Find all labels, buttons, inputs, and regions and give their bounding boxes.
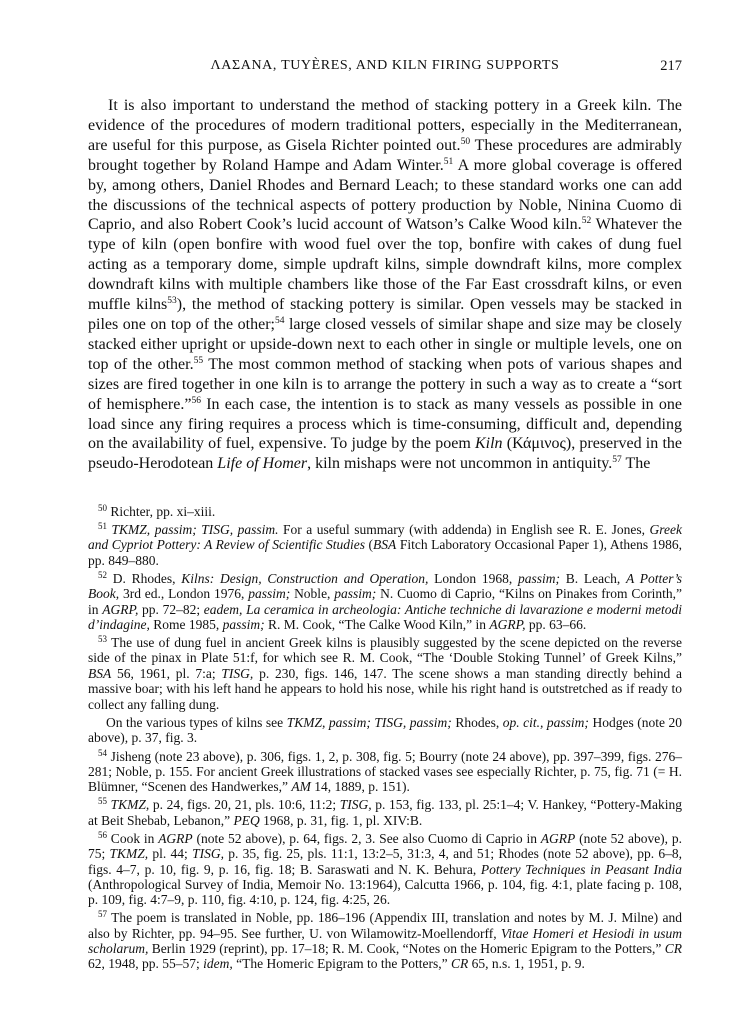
footnote-italic: TISG,	[221, 665, 254, 681]
body-text-segment: The	[621, 455, 651, 473]
footnote-text: (	[364, 537, 374, 553]
footnote-ref-55[interactable]: 55	[193, 355, 204, 366]
footnote-italic: idem,	[203, 956, 233, 972]
footnote-ref-50[interactable]: 50	[460, 136, 471, 147]
footnote-text: (Anthropological Survey of India, Memoir No. 13:1964), Calcutta 1966, p. 104, fig. 4:1, plate facing p. 108, p. 109, fig. 4:7–9, p. 110, fig. 4:10, p. 124, fig. 4:25, 26.	[88, 876, 682, 908]
footnote-text: 65, n.s. 1, 1951, p. 9.	[468, 956, 585, 972]
footnotes	[88, 504, 682, 975]
footnote-italic: AGRP,	[102, 601, 139, 617]
footnote-text: pl. 44;	[148, 846, 193, 862]
footnote-text: Jisheng (note 23 above), p. 306, figs. 1, 2, p. 308, fig. 5; Bourry (note 24 above), pp. 397–399, figs. 276–281; Noble, p. 155. For ancient Greek illustrations of stacked vases see especially Richter, p. 75, fig. 71 (= H. Blümner, “Scenen des Handwerkes,”	[88, 748, 682, 795]
footnote-italic: passim;	[222, 617, 265, 632]
body-text-segment: It is also important to understand the method of stacking pottery in a Greek kiln. The evidence of the procedures of modern traditional potters, especially in the Mediterranean, are useful for this purpose, as Gisela Richter pointed out.	[88, 97, 682, 154]
footnote-text: (note 52 above), p. 75;	[88, 830, 682, 862]
footnote-italic: TISG,	[192, 846, 224, 862]
footnote-italic: PEQ	[233, 812, 260, 828]
footnote-number: 52	[98, 569, 107, 580]
footnote-italic: CR	[664, 941, 682, 957]
body-text-segment: In each case, the intention is to stack as many vessels as possible in one load since any firing requires a process which is time-consuming, difficult and, depending on the availability of fuel, expensive. To judge by the poem	[88, 395, 683, 453]
footnote-italic: BSA	[88, 665, 112, 681]
footnote-ref-52[interactable]: 52	[581, 216, 592, 227]
footnote-italic: Kilns: Design, Construction and Operation,	[181, 570, 429, 586]
footnote-52	[88, 571, 682, 632]
footnote-italic: eadem, La ceramica in archeologia: Antiche techniche di lavarazione e moderni metodi d’indagine,	[88, 601, 682, 632]
body-text-segment: Whatever the type of kiln (open bonfire with wood fuel over the top, bonfire with cakes of dung fuel acting as a temporary dome, simple updraft kilns, simple downdraft kilns, more complex downdraft kilns with multiple chambers like those of the Far East crossdraft kilns, or even muffle kilns	[88, 216, 683, 314]
footnote-text: Noble,	[290, 586, 335, 602]
footnote-ref-54[interactable]: 54	[274, 315, 285, 326]
footnote-italic: Pottery Techniques in Peasant India	[480, 861, 682, 877]
footnote-57	[88, 910, 682, 971]
footnote-text: N. Cuomo di Caprio, “Kilns on Pinakes from Corinth,” in	[88, 586, 682, 617]
footnote-text: Berlin 1929 (reprint), pp. 17–18; R. M. Cook, “Notes on the Homeric Epigram to the Potters,”	[148, 941, 665, 957]
body-text-segment: A more global coverage is offered by, among others, Daniel Rhodes and Bernard Leach; to these standard works one can add the discussions of the technical aspects of pottery production by Noble, Ninina Cuomo di Caprio, and also Robert Cook’s lucid account of Watson’s Calke Wood kiln.	[88, 156, 683, 234]
footnote-text: 56, 1961, pl. 7:a;	[111, 665, 222, 681]
footnote-text: R. M. Cook, “The Calke Wood Kiln,” in	[264, 617, 490, 632]
page-number: 217	[660, 58, 682, 74]
footnote-text: Hodges (note 20 above), p. 37, fig. 3.	[88, 714, 683, 745]
footnote-italic: op. cit., passim;	[502, 714, 589, 730]
footnote-text: For a useful summary (with addenda) in English see R. E. Jones,	[278, 522, 650, 538]
footnote-number: 53	[98, 634, 107, 645]
footnote-text: The poem is translated in Noble, pp. 186–196 (Appendix III, translation and notes by M. J. Milne) and also by Richter, pp. 94–95. See further, U. von Wilamowitz-Moellendorff,	[88, 910, 682, 941]
footnote-italic: BSA	[373, 537, 397, 553]
footnote-italic: CR	[450, 956, 469, 972]
footnote-italic: Greek and Cypriot Pottery: A Review of Scientific Studies	[88, 522, 683, 553]
footnote-ref-57[interactable]: 57	[612, 455, 622, 466]
body-text-segment: ), the method of stacking pottery is similar. Open vessels may be stacked in piles one on top of the other;	[88, 296, 682, 333]
footnote-text: p. 153, fig. 133, pl. 25:1–4; V. Hankey, “Pottery-Making at Beit Shebab, Lebanon,”	[88, 797, 682, 828]
footnote-51	[88, 522, 682, 568]
footnote-53	[88, 635, 682, 712]
footnote-text: The use of dung fuel in ancient Greek kilns is plausibly suggested by the scene depicted on the reverse side of the pinax in Plate 51:f, for which see R. M. Cook, “The ‘Double Stoking Tunnel’ of Greek Kilns,”	[88, 635, 682, 666]
body-text-segment: (Κάμινος), preserved in the pseudo-Herodotean	[88, 435, 682, 473]
footnote-text: Rome 1985,	[149, 617, 223, 632]
footnote-italic: AGRP	[540, 830, 576, 846]
main-paragraph	[88, 96, 682, 474]
footnote-56	[88, 831, 682, 908]
footnote-number: 54	[98, 747, 107, 758]
footnote-text: On the various types of kilns see	[106, 714, 287, 730]
footnote-text: Fitch Laboratory Occasional Paper 1), Athens 1986, pp. 849–880.	[88, 537, 682, 568]
footnote-number: 56	[98, 829, 107, 840]
footnote-text: pp. 72–82;	[138, 601, 204, 617]
footnote-italic: TISG,	[339, 797, 372, 813]
footnote-text: pp. 63–66.	[525, 617, 587, 632]
footnote-italic: AGRP,	[489, 617, 526, 632]
poem-title-kiln: Kiln	[474, 435, 503, 453]
footnote-italic: AM	[291, 779, 311, 795]
footnote-ref-56[interactable]: 56	[191, 395, 201, 406]
footnote-55	[88, 797, 682, 828]
footnote-italic: A Potter’s Book,	[88, 570, 682, 602]
footnote-italic: passim;	[248, 586, 291, 602]
footnote-number: 55	[98, 796, 107, 807]
footnote-text: 1968, p. 31, fig. 1, pl. XIV:B.	[259, 812, 423, 828]
footnote-number: 51	[98, 521, 107, 532]
footnote-text: London 1968,	[428, 570, 519, 586]
footnote-italic: AGRP	[158, 830, 193, 846]
footnote-text: p. 35, fig. 25, pls. 11:1, 13:2–5, 31:3, 4, and 51; Rhodes (note 52 above), pp. 6–8, figs. 4–7, p. 10, fig. 9, p. 16, fig. 18; B. Saraswati and N. K. Behura,	[88, 846, 682, 877]
footnote-italic: TKMZ,	[109, 846, 149, 862]
footnote-italic: passim;	[334, 586, 377, 602]
footnote-italic: TKMZ, passim; TISG, passim.	[111, 522, 279, 538]
footnote-number: 57	[98, 909, 107, 920]
footnote-italic: passim;	[518, 570, 561, 586]
footnote-text: Cook in	[107, 830, 159, 846]
footnote-text: 62, 1948, pp. 55–57;	[88, 956, 204, 972]
footnote-ref-53[interactable]: 53	[167, 296, 177, 307]
work-title-life-of-homer: Life of Homer	[217, 455, 308, 473]
footnote-italic: TKMZ,	[110, 797, 150, 813]
footnote-54	[88, 749, 682, 795]
footnote-text: D. Rhodes,	[107, 570, 182, 586]
footnote-text: “The Homeric Epigram to the Potters,”	[232, 956, 451, 972]
page-header	[88, 58, 682, 80]
footnote-text: Richter, pp. xi–xiii.	[107, 504, 216, 519]
footnote-ref-51[interactable]: 51	[443, 156, 454, 167]
footnote-text: p. 230, figs. 146, 147. The scene shows a man standing directly behind a massive boar; with his left hand he appears to hold his nose, while his right hand is outstretched as if ready to collect any falling dung.	[88, 665, 682, 712]
footnote-number: 50	[98, 503, 107, 513]
footnote-text: 14, 1889, p. 151).	[310, 779, 410, 795]
footnote-italic: Vitae Homeri et Hesiodi in usum scholarum,	[88, 925, 683, 957]
footnote-53-continued	[88, 715, 682, 746]
body-text-segment: The most common method of stacking when pots of various shapes and sizes are fired together in one kiln is to arrange the pottery in such a way as to create a “sort of hemisphere.”	[88, 355, 682, 413]
footnote-text: p. 24, figs. 20, 21, pls. 10:6, 11:2;	[149, 797, 340, 813]
running-head: ΛΑΣΑΝΑ, TUYÈRES, AND KILN FIRING SUPPORTS	[210, 58, 560, 73]
footnote-text: 3rd ed., London 1976,	[119, 586, 249, 602]
body-text-segment: , kiln mishaps were not uncommon in antiquity.	[307, 455, 613, 473]
footnote-text: B. Leach,	[560, 570, 626, 586]
footnote-50	[88, 504, 682, 519]
body-text-segment: These procedures are admirably brought together by Roland Hampe and Adam Winter.	[88, 136, 683, 174]
body-text-segment: large closed vessels of similar shape and size may be closely stacked either upright or upside-down next to each other in single or multiple levels, one on top of the other.	[88, 315, 682, 373]
footnote-text: (note 52 above), p. 64, figs. 2, 3. See also Cuomo di Caprio in	[192, 830, 541, 846]
footnote-text: Rhodes,	[451, 714, 503, 730]
footnote-italic: TKMZ, passim; TISG, passim;	[286, 714, 452, 730]
